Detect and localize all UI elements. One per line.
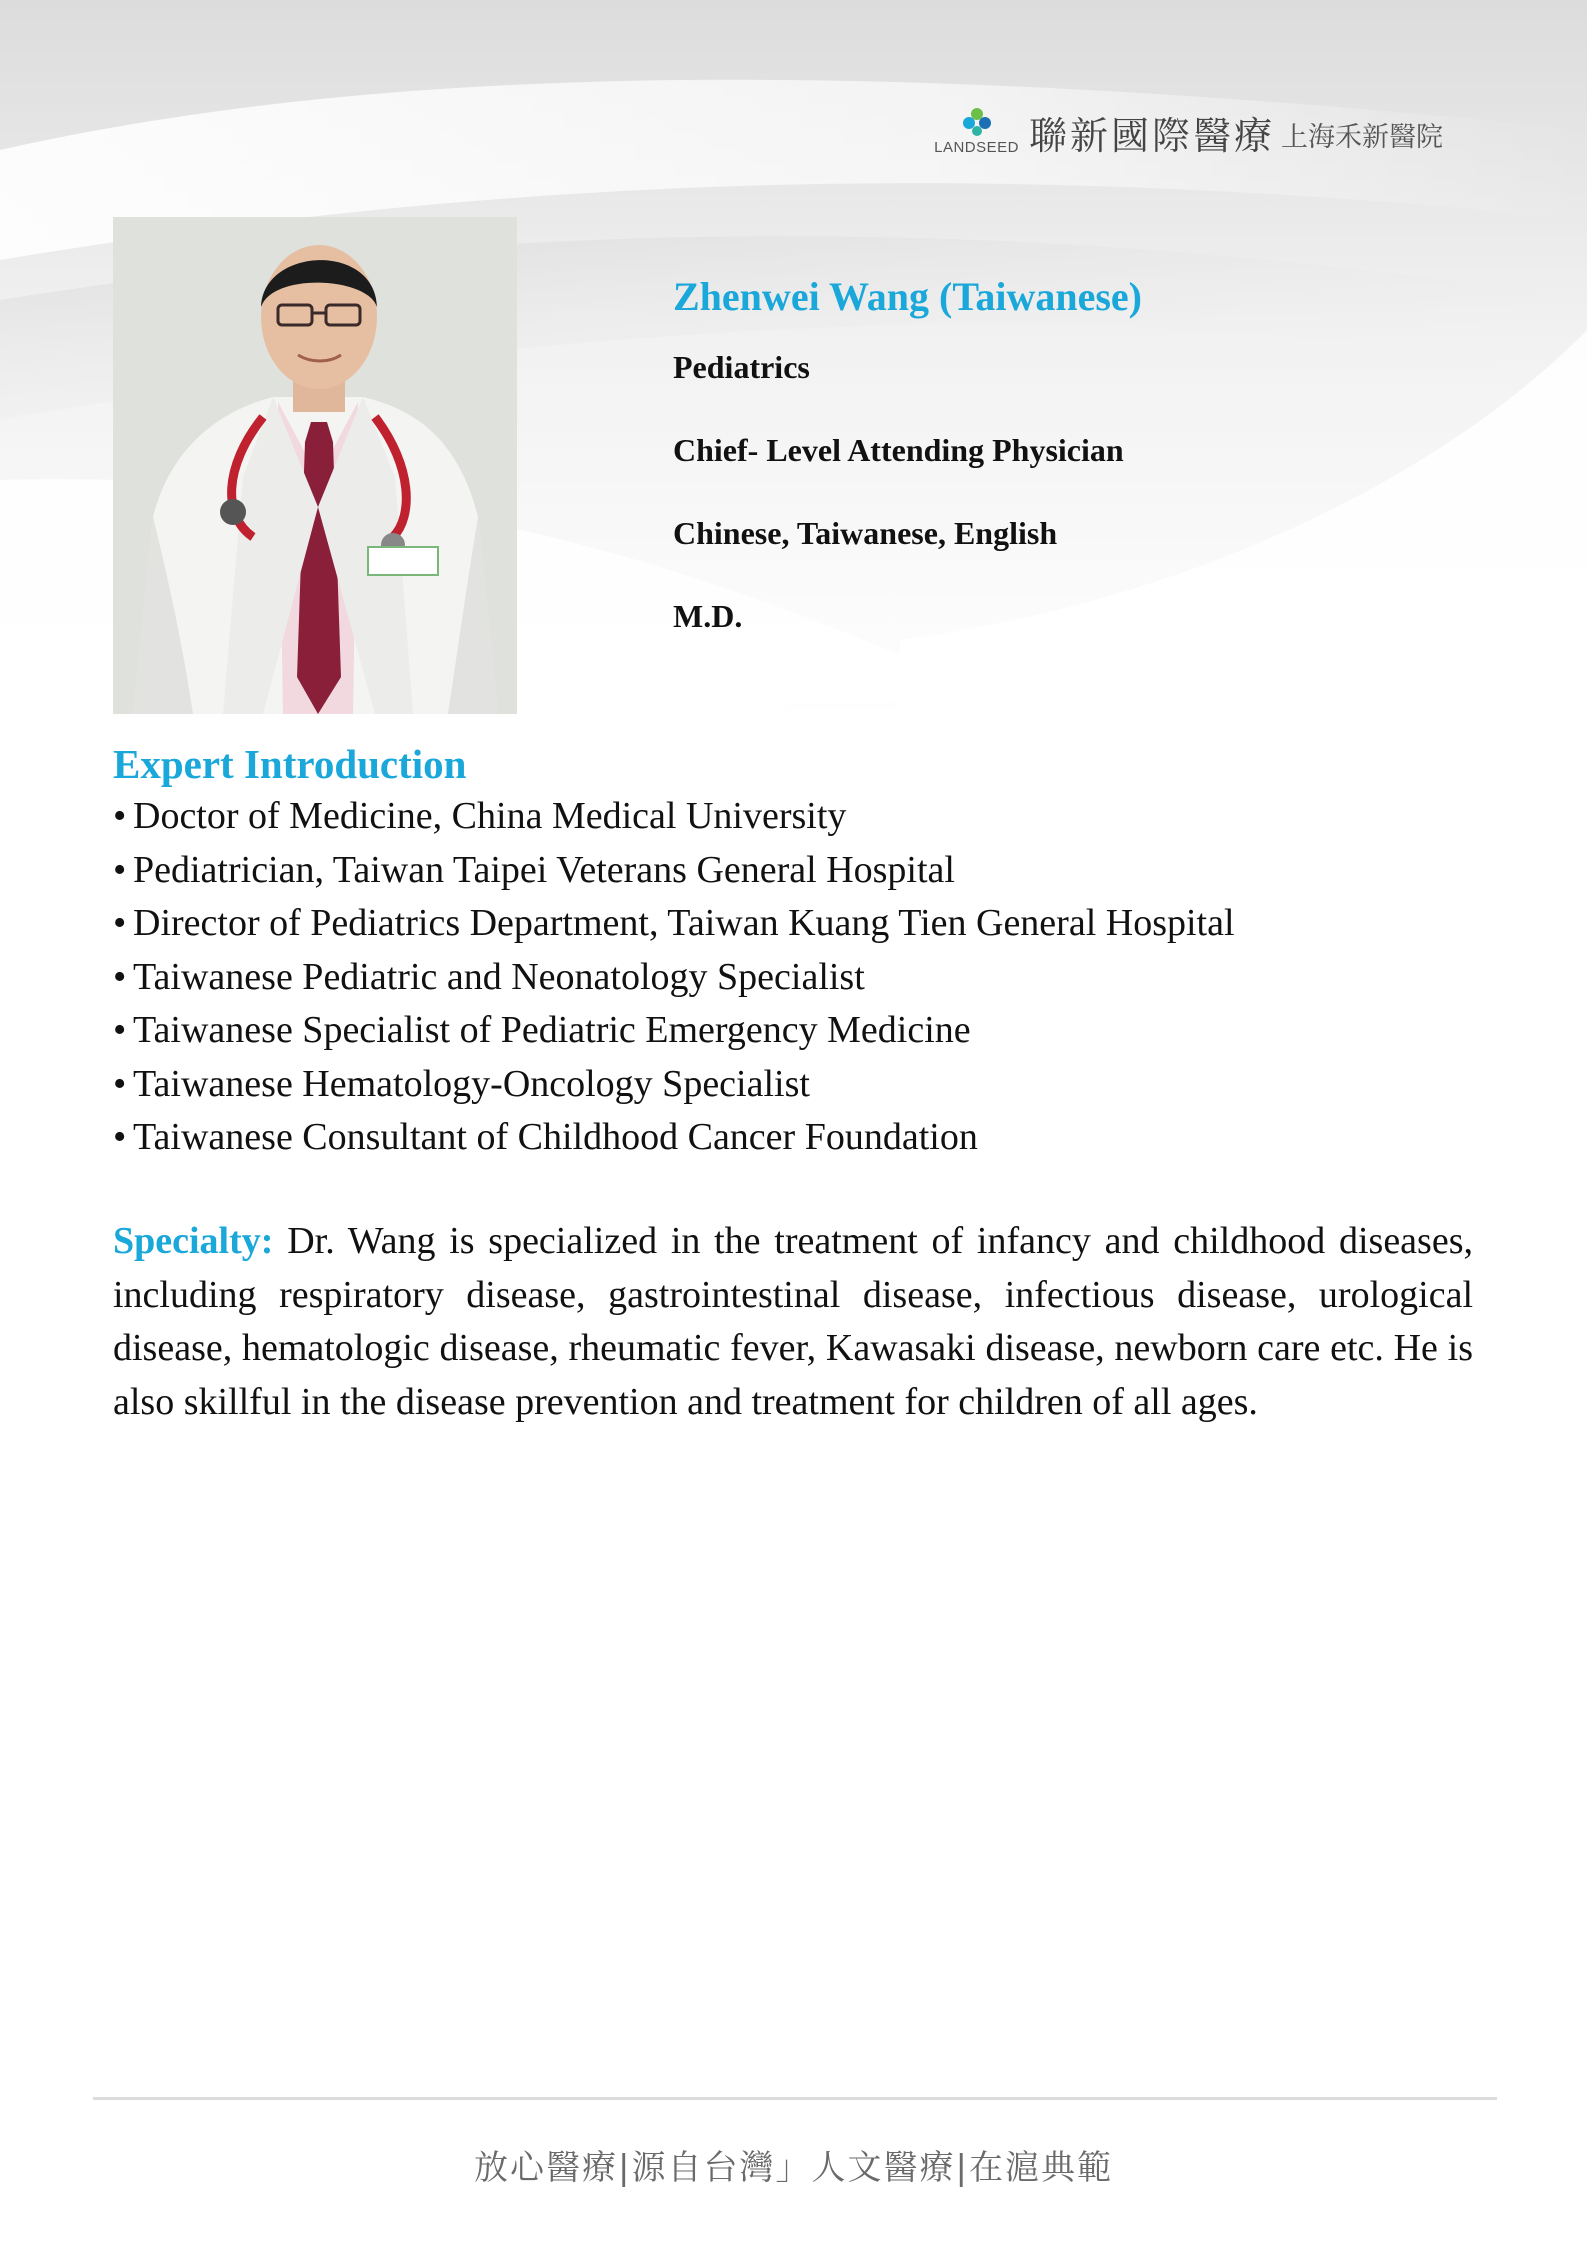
bullet-icon: • [113,1116,127,1158]
specialty-label: Specialty: [113,1220,274,1262]
list-item: • Taiwanese Specialist of Pediatric Emergency Medicine [113,1004,1473,1058]
logo-mark [934,107,1019,156]
expert-introduction [113,738,1473,1165]
list-item: • Pediatrician, Taiwan Taipei Veterans General Hospital [113,844,1473,898]
list-item: • Taiwanese Consultant of Childhood Cancer Foundation [113,1111,1473,1165]
footer-divider [93,2097,1497,2100]
bullet-icon: • [113,1009,127,1051]
doctor-languages: Chinese, Taiwanese, English [673,515,1058,551]
hospital-logo [934,96,1443,156]
doctor-degree: M.D. [673,598,743,634]
list-item: • Director of Pediatrics Department, Taiwan Kuang Tien General Hospital [113,897,1473,951]
doctor-photo [113,217,517,714]
specialty-text: Dr. Wang is specialized in the treatment of infancy and childhood diseases, including respiratory disease, gastrointestinal disease, infectious disease, urological disease, hematologic disease, rheumatic fever, Kawasaki disease, newborn care etc. He is also skillful in the disease prevention and treatment for children of all ages. [113,1220,1473,1423]
bullet-icon: • [113,1062,127,1105]
intro-list [113,790,1473,1165]
logo-subtitle: 上海禾新醫院 [1281,122,1443,153]
doctor-name: Zhenwei Wang (Taiwanese) [673,274,1142,319]
logo-english: LANDSEED [934,139,1019,156]
list-item: • Taiwanese Pediatric and Neonatology Specialist [113,951,1473,1005]
doctor-title: Chief- Level Attending Physician [673,432,1124,468]
logo-chinese: 聯新國際醫療 [1028,114,1275,158]
intro-heading: Expert Introduction [113,741,467,787]
bullet-icon: • [113,848,127,891]
doctor-department: Pediatrics [673,349,810,385]
bullet-icon: • [113,795,127,837]
bullet-icon: • [113,902,127,944]
landseed-clover-icon [960,107,994,137]
list-item: • Taiwanese Hematology-Oncology Specialist [113,1058,1473,1112]
footer-slogan: 放心醫療|源自台灣」人文醫療|在滬典範 [474,2148,1113,2188]
specialty-paragraph [113,1215,1473,1429]
list-item: • Doctor of Medicine, China Medical University [113,790,1473,844]
doctor-profile [673,273,1473,679]
bullet-icon: • [113,955,127,998]
